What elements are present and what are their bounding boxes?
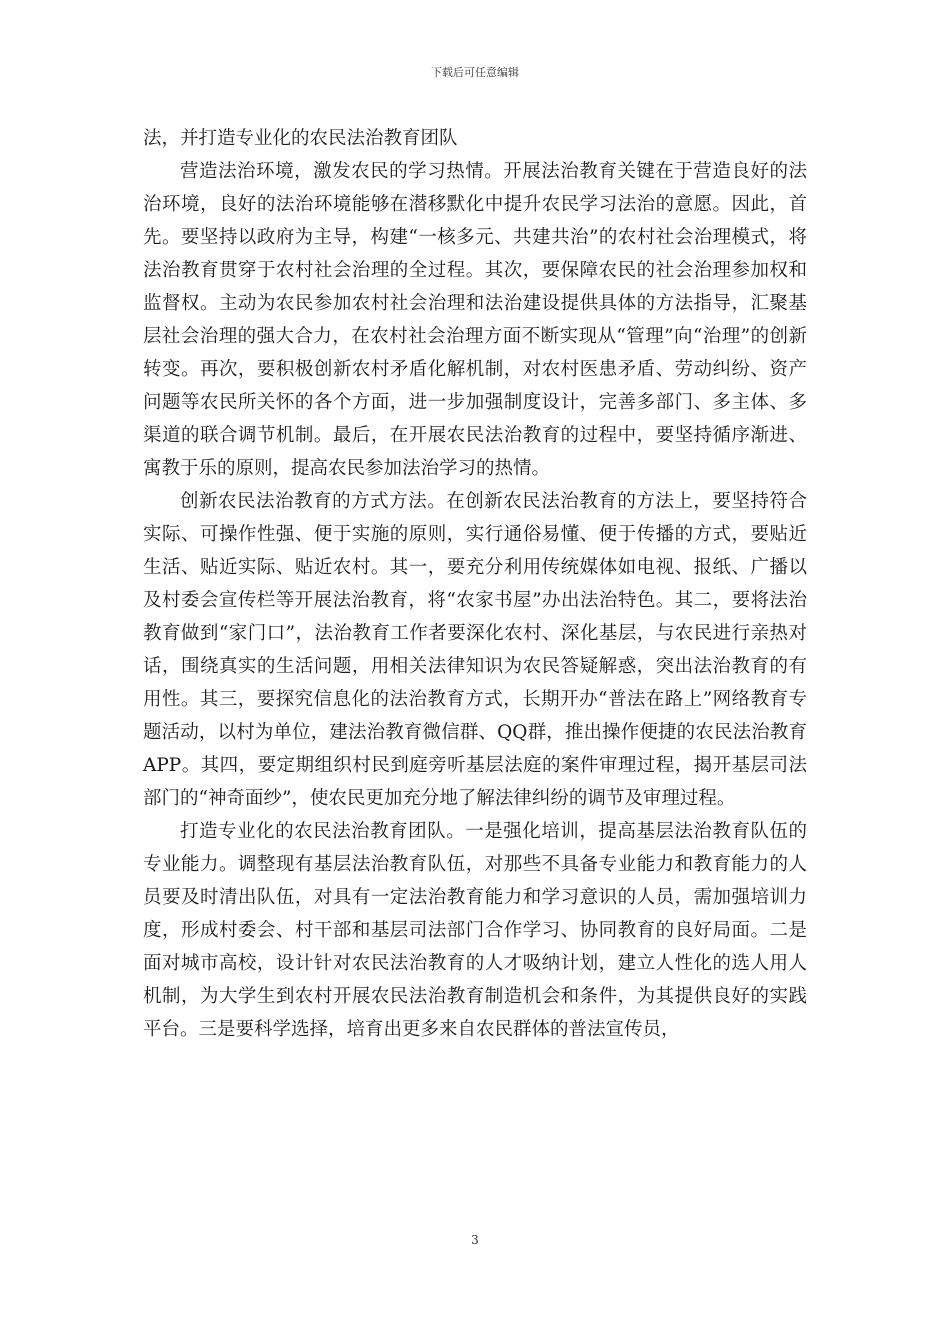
page-header: 下载后可任意编辑 (431, 66, 519, 79)
paragraph-continuation: 法，并打造专业化的农民法治教育团队 (143, 128, 458, 149)
paragraph-professional-team: 打造专业化的农民法治教育团队。一是强化培训，提高基层法治教育队伍的专业能力。调整现有基层法治教育队伍，对那些不具备专业能力和教育能力的人员要及时清出队伍，对具有一定法治教育能力和学习意识的人员，需加强培训力度，形成村委会、村干部和基层司法部门合作学习、协同教育的良好局面。二是面对城市高校，设计针对农民法治教育的人才吸纳计划，建立人性化的选人用人机制，为大学生到农村开展农民法治教育制造机会和条件，为其提供良好的实践平台。三是要科学选择，培育出更多来自农民群体的普法宣传员， (143, 821, 807, 1040)
paragraph-legal-environment: 营造法治环境，激发农民的学习热情。开展法治教育关键在于营造良好的法治环境，良好的法治环境能够在潜移默化中提升农民学习法治的意愿。因此，首先。要坚持以政府为主导，构建“一核多元、共建共治”的农村社会治理模式，将法治教育贯穿于农村社会治理的全过程。其次，要保障农民的社会治理参加权和监督权。主动为农民参加农村社会治理和法治建设提供具体的方法指导，汇聚基层社会治理的强大合力，在农村社会治理方面不断实现从“管理”向“治理”的创新转变。再次，要积极创新农村矛盾化解机制，对农村医患矛盾、劳动纠纷、资产问题等农民所关怀的各个方面，进一步加强制度设计，完善多部门、多主体、多渠道的联合调节机制。最后，在开展农民法治教育的过程中，要坚持循序渐进、寓教于乐的原则，提高农民参加法治学习的热情。 (143, 161, 807, 479)
document-body (143, 122, 807, 1046)
page-number: 3 (471, 1233, 479, 1247)
paragraph-education-methods: 创新农民法治教育的方式方法。在创新农民法治教育的方法上，要坚持符合实际、可操作性强、便于实施的原则，实行通俗易懂、便于传播的方式，要贴近生活、贴近实际、贴近农村。其一，要充分利用传统媒体如电视、报纸、广播以及村委会宣传栏等开展法治教育，将“农家书屋”办出法治特色。其二，要将法治教育做到“家门口”，法治教育工作者要深化农村、深化基层，与农民进行亲热对话，围绕真实的生活问题，用相关法律知识为农民答疑解惑，突出法治教育的有用性。其三，要探究信息化的法治教育方式，长期开办“普法在路上”网络教育专题活动，以村为单位，建法治教育微信群、QQ群，推出操作便捷的农民法治教育APP。其四，要定期组织村民到庭旁听基层法庭的案件审理过程，揭开基层司法部门的“神奇面纱”，使农民更加充分地了解法律纠纷的调节及审理过程。 (143, 491, 807, 809)
